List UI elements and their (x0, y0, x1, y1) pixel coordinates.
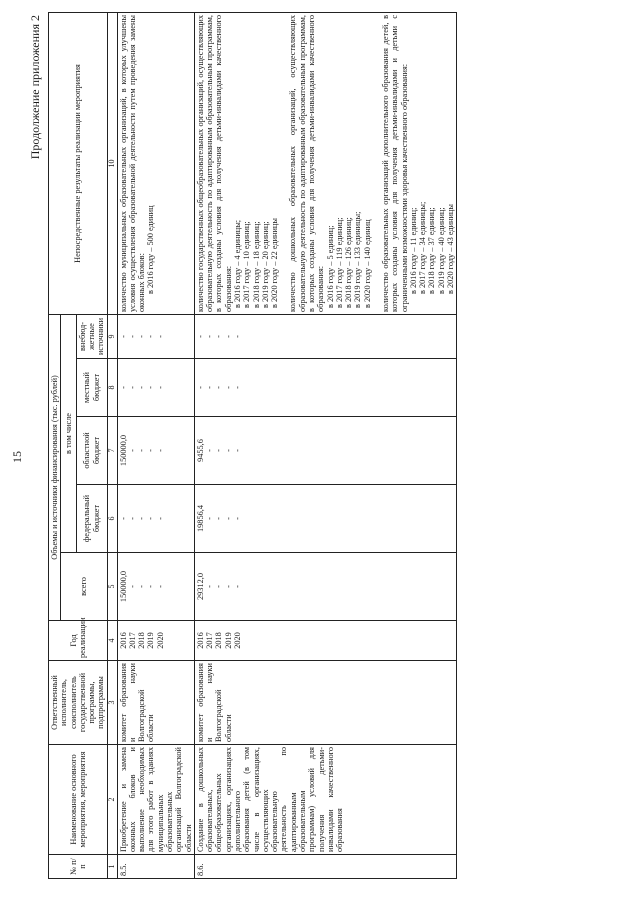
local-value: - (118, 386, 128, 389)
year-value: 2019 (223, 632, 233, 649)
header-year: Год реализации (49, 621, 108, 661)
result-item: в 2020 году – 140 единиц (362, 219, 372, 308)
local-value: - (233, 386, 243, 389)
offbudget-value: - (155, 335, 165, 338)
years-cell (117, 621, 194, 661)
total-value: 29312,0 (195, 573, 205, 600)
financing-table (48, 12, 457, 879)
results-cell (194, 12, 456, 314)
result-item: в 2020 году – 22 единицы (270, 218, 280, 308)
total-value: - (205, 585, 215, 588)
header-no: № п/п (49, 855, 108, 879)
federal-value: - (214, 517, 224, 520)
column-number: 8 (107, 359, 117, 417)
column-number: 9 (107, 314, 117, 358)
column-number: 5 (107, 553, 117, 621)
result-item: в 2019 году – 133 единицы; (353, 211, 363, 308)
column-number: 1 (107, 855, 117, 879)
result-item: в 2016 году – 5 единиц; (325, 225, 335, 308)
year-value: 2017 (205, 632, 215, 649)
federal-value: - (223, 517, 233, 520)
total-value: - (127, 585, 137, 588)
result-item: в 2018 году – 37 единиц; (427, 207, 437, 294)
local-value: - (146, 386, 156, 389)
local-cell (194, 359, 456, 417)
regional-cell (194, 417, 456, 485)
regional-value: - (146, 449, 156, 452)
year-value: 2016 (118, 632, 128, 649)
offbudget-value: - (223, 335, 233, 338)
federal-value: - (127, 517, 137, 520)
federal-cell (117, 485, 194, 553)
appendix-label: Продолжение приложения 2 (28, 15, 42, 160)
regional-value: - (205, 449, 215, 452)
header-federal: федеральный бюджет (76, 485, 107, 553)
years-cell (194, 621, 456, 661)
offbudget-value: - (146, 335, 156, 338)
result-text: количество государственных общеобразовательных организаций, осуществляющих образовательную деятельность по адаптированным образовательным программам, в которых созданы условия для получения детьми-инвалидами качественного образования: (195, 14, 233, 312)
federal-value: - (233, 517, 243, 520)
result-item: в 2017 году – 34 единицы; (418, 201, 428, 294)
year-value: 2018 (137, 632, 147, 649)
header-total: всего (61, 553, 107, 621)
total-value: - (214, 585, 224, 588)
header-funding-group: Объемы и источники финансирования (тыс. рублей) (49, 314, 61, 620)
regional-value: 9455,6 (195, 439, 205, 462)
executor-name: комитет образования и науки Волгоградской области (194, 661, 456, 745)
result-text: количество муниципальных образовательных организаций, в которых улучшены условия осуществления образовательной деятельности путем проведения замены оконных блоков: (118, 14, 147, 312)
result-item: в 2019 году – 40 единиц; (436, 207, 446, 294)
column-number: 4 (107, 621, 117, 661)
offbudget-value: - (214, 335, 224, 338)
result-item: в 2020 году – 43 единицы (445, 204, 455, 294)
federal-value: - (146, 517, 156, 520)
offbudget-value: - (205, 335, 215, 338)
offbudget-value: - (127, 335, 137, 338)
regional-value: - (155, 449, 165, 452)
total-cell (194, 553, 456, 621)
regional-value: - (233, 449, 243, 452)
header-executor: Ответственный исполнитель, соисполнитель государственной программы, подпрограммы (49, 661, 108, 745)
result-item: в 2018 году – 126 единиц; (344, 217, 354, 308)
offbudget-cell (194, 314, 456, 358)
result-text: количество дошкольных образовательных организаций, осуществляющих образовательную деятельность по адаптированным образовательным программам, в которых созданы условия для получения детьми-инвалидами качественного образования: (288, 14, 326, 312)
year-value: 2017 (127, 632, 137, 649)
column-number: 3 (107, 661, 117, 745)
executor-name: комитет образования и науки Волгоградской области (117, 661, 194, 745)
result-text: количество образовательных организаций дополнительного образования детей, в которых созданы условия для получения детьми-инвалидами и детьми с ограниченными возможностями здоровья качественного образования: (380, 14, 409, 312)
total-value: - (233, 585, 243, 588)
local-cell (117, 359, 194, 417)
local-value: - (214, 386, 224, 389)
column-number: 6 (107, 485, 117, 553)
result-item: в 2019 году – 20 единиц; (260, 221, 270, 308)
result-item: в 2018 году – 18 единиц; (251, 221, 261, 308)
total-value: - (223, 585, 233, 588)
column-number: 7 (107, 417, 117, 485)
regional-value: - (214, 449, 224, 452)
year-value: 2018 (214, 632, 224, 649)
header-results: Непосредственные результаты реализации мероприятия (49, 12, 108, 314)
local-value: - (137, 386, 147, 389)
federal-value: - (137, 517, 147, 520)
federal-value: 19856,4 (195, 505, 205, 532)
total-value: - (155, 585, 165, 588)
regional-value: - (127, 449, 137, 452)
local-value: - (223, 386, 233, 389)
offbudget-value: - (195, 335, 205, 338)
row-number: 8.6. (194, 855, 456, 879)
event-name: Создание в дошкольных образовательных, общеобразовательных организациях, организациях дополнительного образования детей (в том числе в организациях, осуществляющих образовательную деятельность по адаптированным образовательным программам) условий для получения детьми-инвалидами качественного образования (194, 745, 456, 855)
result-item: в 2017 году – 10 единиц; (242, 221, 252, 308)
local-value: - (205, 386, 215, 389)
total-value: 150000,0 (118, 570, 128, 603)
local-value: - (155, 386, 165, 389)
year-value: 2019 (146, 632, 156, 649)
header-offbudget: внебюд-жетные источники (76, 314, 107, 358)
offbudget-value: - (233, 335, 243, 338)
regional-value: - (223, 449, 233, 452)
federal-value: - (205, 517, 215, 520)
header-including: в том числе (61, 314, 77, 552)
year-value: 2020 (155, 632, 165, 649)
results-cell (117, 12, 194, 314)
local-value: - (127, 386, 137, 389)
table-row (194, 12, 456, 878)
federal-value: - (118, 517, 128, 520)
column-number-row (107, 12, 117, 878)
regional-cell (117, 417, 194, 485)
total-value: - (137, 585, 147, 588)
header-row-1 (49, 12, 61, 878)
year-value: 2016 (195, 632, 205, 649)
column-number: 10 (107, 12, 117, 314)
total-cell (117, 553, 194, 621)
result-item: в 2016 году – 11 единиц; (408, 207, 418, 294)
result-item: в 2017 году – 119 единиц; (334, 217, 344, 308)
offbudget-cell (117, 314, 194, 358)
result-item: в 2016 году – 500 единиц (146, 205, 156, 294)
header-regional: областной бюджет (76, 417, 107, 485)
regional-value: 150000,0 (118, 434, 128, 467)
table-row (117, 12, 194, 878)
result-item: в 2016 году – 4 единицы; (233, 219, 243, 308)
row-number: 8.5. (117, 855, 194, 879)
header-event: Наименование основного мероприятия, мероприятия (49, 745, 108, 855)
year-value: 2020 (233, 632, 243, 649)
offbudget-value: - (137, 335, 147, 338)
local-value: - (195, 386, 205, 389)
header-local: местный бюджет (76, 359, 107, 417)
column-number: 2 (107, 745, 117, 855)
page-number: 15 (10, 451, 24, 463)
offbudget-value: - (118, 335, 128, 338)
federal-value: - (155, 517, 165, 520)
regional-value: - (137, 449, 147, 452)
federal-cell (194, 485, 456, 553)
event-name: Приобретение и замена оконных блоков и выполнение необходимых для этого работ в зданиях муниципальных образовательных организаций Волгоградской области (117, 745, 194, 855)
total-value: - (146, 585, 156, 588)
